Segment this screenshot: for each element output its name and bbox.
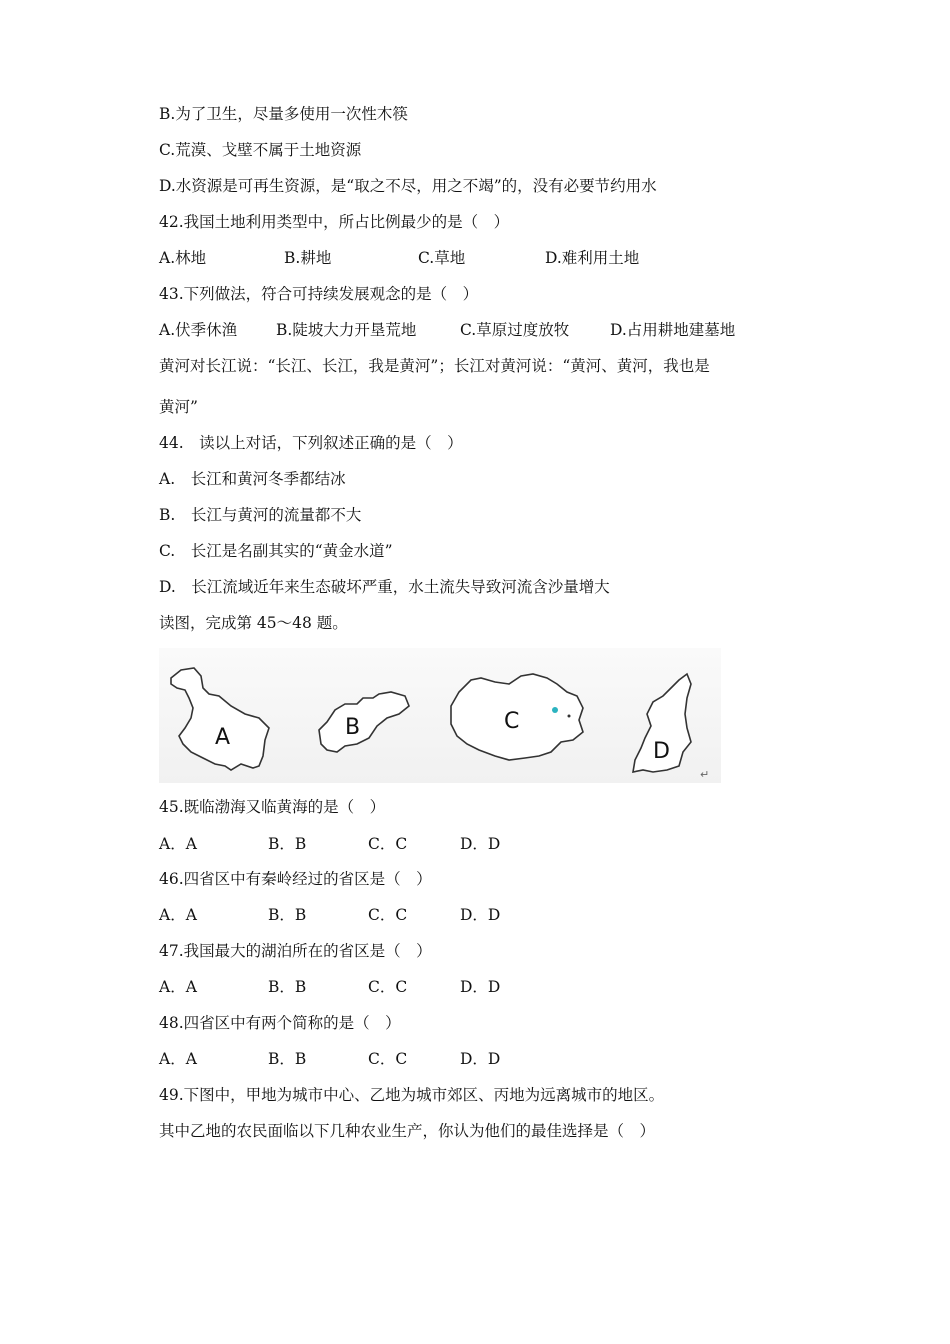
read-instruction: 读图，完成第 45～48 题。 — [159, 614, 348, 632]
province-b-shape — [319, 692, 409, 752]
q43-option-a: A.伏季休渔 — [159, 321, 238, 339]
q45-option-a: A．A — [159, 835, 197, 853]
q42-option-d: D.难利用土地 — [545, 249, 640, 267]
province-outline-figure — [159, 648, 721, 783]
question-42: 42.我国土地利用类型中，所占比例最少的是（ ） — [159, 213, 510, 231]
q45-option-c: C．C — [368, 835, 408, 853]
return-mark-icon: ↵ — [700, 768, 710, 781]
question-49: 49.下图中，甲地为城市中心、乙地为城市郊区、丙地为远离城市的地区。 — [159, 1086, 665, 1104]
q45-option-d: D．D — [460, 835, 501, 853]
q44-option-c: C. 长江是名副其实的“黄金水道” — [159, 542, 393, 560]
q48-option-d: D．D — [460, 1050, 501, 1068]
option-c-line: C.荒漠、戈壁不属于土地资源 — [159, 141, 362, 159]
q44-option-d: D. 长江流域近年来生态破坏严重，水土流失导致河流含沙量增大 — [159, 578, 610, 596]
dialog-line-2: 黄河” — [159, 398, 198, 416]
q42-option-c: C.草地 — [418, 249, 466, 267]
q48-option-a: A．A — [159, 1050, 197, 1068]
label-b: B — [345, 715, 361, 740]
province-outline-svg — [159, 648, 721, 783]
q47-option-a: A．A — [159, 978, 197, 996]
q48-option-b: B．B — [268, 1050, 307, 1068]
label-c: C — [504, 709, 520, 734]
question-48: 48.四省区中有两个简称的是（ ） — [159, 1014, 401, 1032]
q43-option-b: B.陡坡大力开垦荒地 — [276, 321, 417, 339]
province-a-shape — [171, 668, 269, 770]
label-a: A — [215, 725, 231, 750]
q47-option-b: B．B — [268, 978, 307, 996]
q46-option-c: C．C — [368, 906, 408, 924]
q46-option-a: A．A — [159, 906, 197, 924]
option-b-line: B.为了卫生，尽量多使用一次性木筷 — [159, 105, 408, 123]
question-44: 44. 读以上对话，下列叙述正确的是（ ） — [159, 434, 463, 452]
label-d: D — [653, 739, 670, 764]
map-dot — [568, 715, 571, 718]
question-45: 45.既临渤海又临黄海的是（ ） — [159, 798, 386, 816]
q45-option-b: B．B — [268, 835, 307, 853]
dialog-line-1: 黄河对长江说：“长江、长江，我是黄河”；长江对黄河说：“黄河、黄河，我也是 — [159, 357, 710, 375]
question-43: 43.下列做法，符合可持续发展观念的是（ ） — [159, 285, 479, 303]
q42-option-b: B.耕地 — [284, 249, 332, 267]
q42-option-a: A.林地 — [159, 249, 207, 267]
question-46: 46.四省区中有秦岭经过的省区是（ ） — [159, 870, 432, 888]
q47-option-d: D．D — [460, 978, 501, 996]
q46-option-b: B．B — [268, 906, 307, 924]
question-49-continued: 其中乙地的农民面临以下几种农业生产，你认为他们的最佳选择是（ ） — [159, 1122, 656, 1140]
question-47: 47.我国最大的湖泊所在的省区是（ ） — [159, 942, 432, 960]
q43-option-c: C.草原过度放牧 — [460, 321, 570, 339]
q48-option-c: C．C — [368, 1050, 408, 1068]
q46-option-d: D．D — [460, 906, 501, 924]
option-d-line: D.水资源是可再生资源，是“取之不尽，用之不竭”的，没有必要节约用水 — [159, 177, 657, 195]
qinghai-lake-dot — [552, 707, 558, 713]
q44-option-a: A. 长江和黄河冬季都结冰 — [159, 470, 346, 488]
q47-option-c: C．C — [368, 978, 408, 996]
q43-option-d: D.占用耕地建墓地 — [610, 321, 736, 339]
q44-option-b: B. 长江与黄河的流量都不大 — [159, 506, 362, 524]
